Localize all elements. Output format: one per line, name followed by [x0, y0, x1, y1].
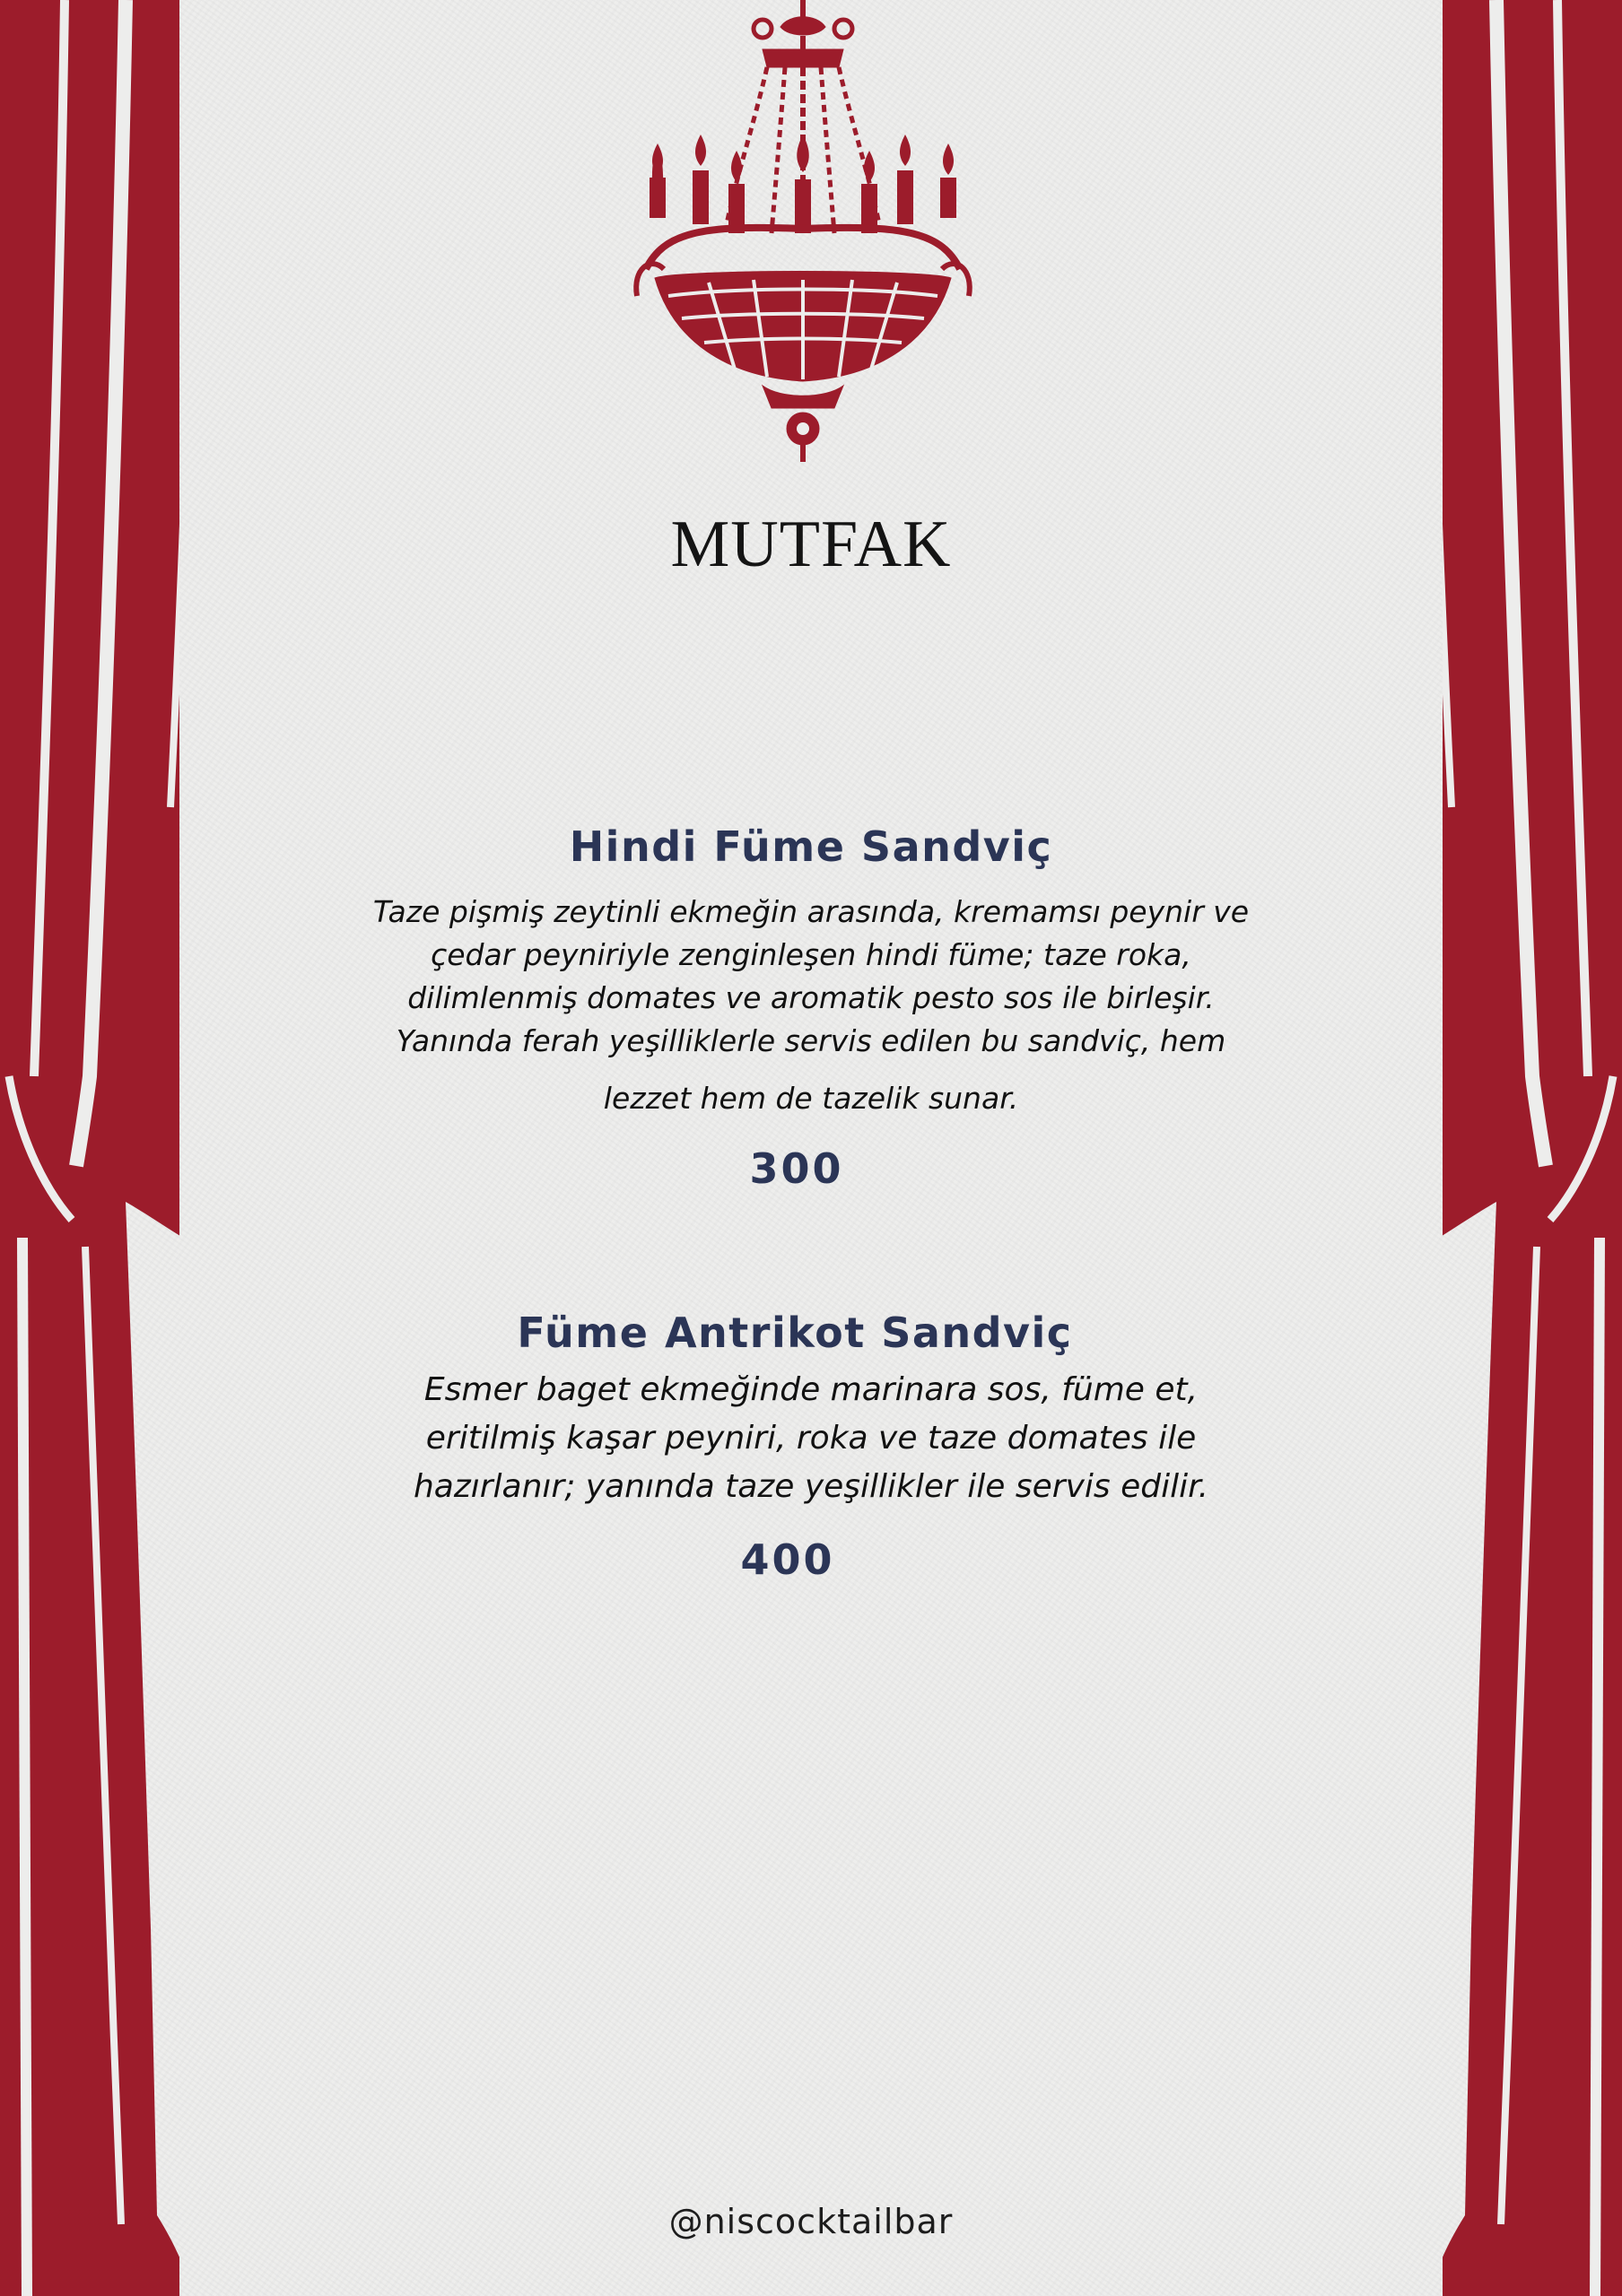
description-line: lezzet hem de tazelik sunar.	[603, 1081, 1019, 1116]
social-handle: @niscocktailbar	[668, 2202, 954, 2241]
menu-item-name: Füme Antrikot Sandviç	[517, 1309, 1073, 1357]
description-line: Esmer baget ekmeğinde marinara sos, füme et,	[423, 1371, 1199, 1408]
description-line: eritilmiş kaşar peyniri, roka ve taze domates ile	[425, 1420, 1197, 1457]
description-line: hazırlanır; yanında taze yeşillikler ile servis edilir.	[413, 1468, 1209, 1505]
chandelier-icon	[628, 0, 978, 466]
menu-item-description	[341, 891, 1281, 1120]
description-line: Taze pişmiş zeytinli ekmeğin arasında, kremamsı peynir ve	[372, 894, 1250, 929]
description-line: dilimlenmiş domates ve aromatik pesto sos ile birleşir.	[407, 980, 1215, 1015]
menu-item-price: 400	[740, 1535, 835, 1584]
menu-item-description	[341, 1366, 1281, 1511]
menu-item-price: 300	[749, 1144, 844, 1193]
description-line: çedar peyniriyle zenginleşen hindi füme; taze roka,	[431, 937, 1191, 972]
description-line: Yanında ferah yeşilliklerle servis edilen bu sandviç, hem	[396, 1023, 1226, 1058]
menu-item-name: Hindi Füme Sandviç	[569, 822, 1053, 871]
menu-section-title: MUTFAK	[670, 508, 952, 581]
